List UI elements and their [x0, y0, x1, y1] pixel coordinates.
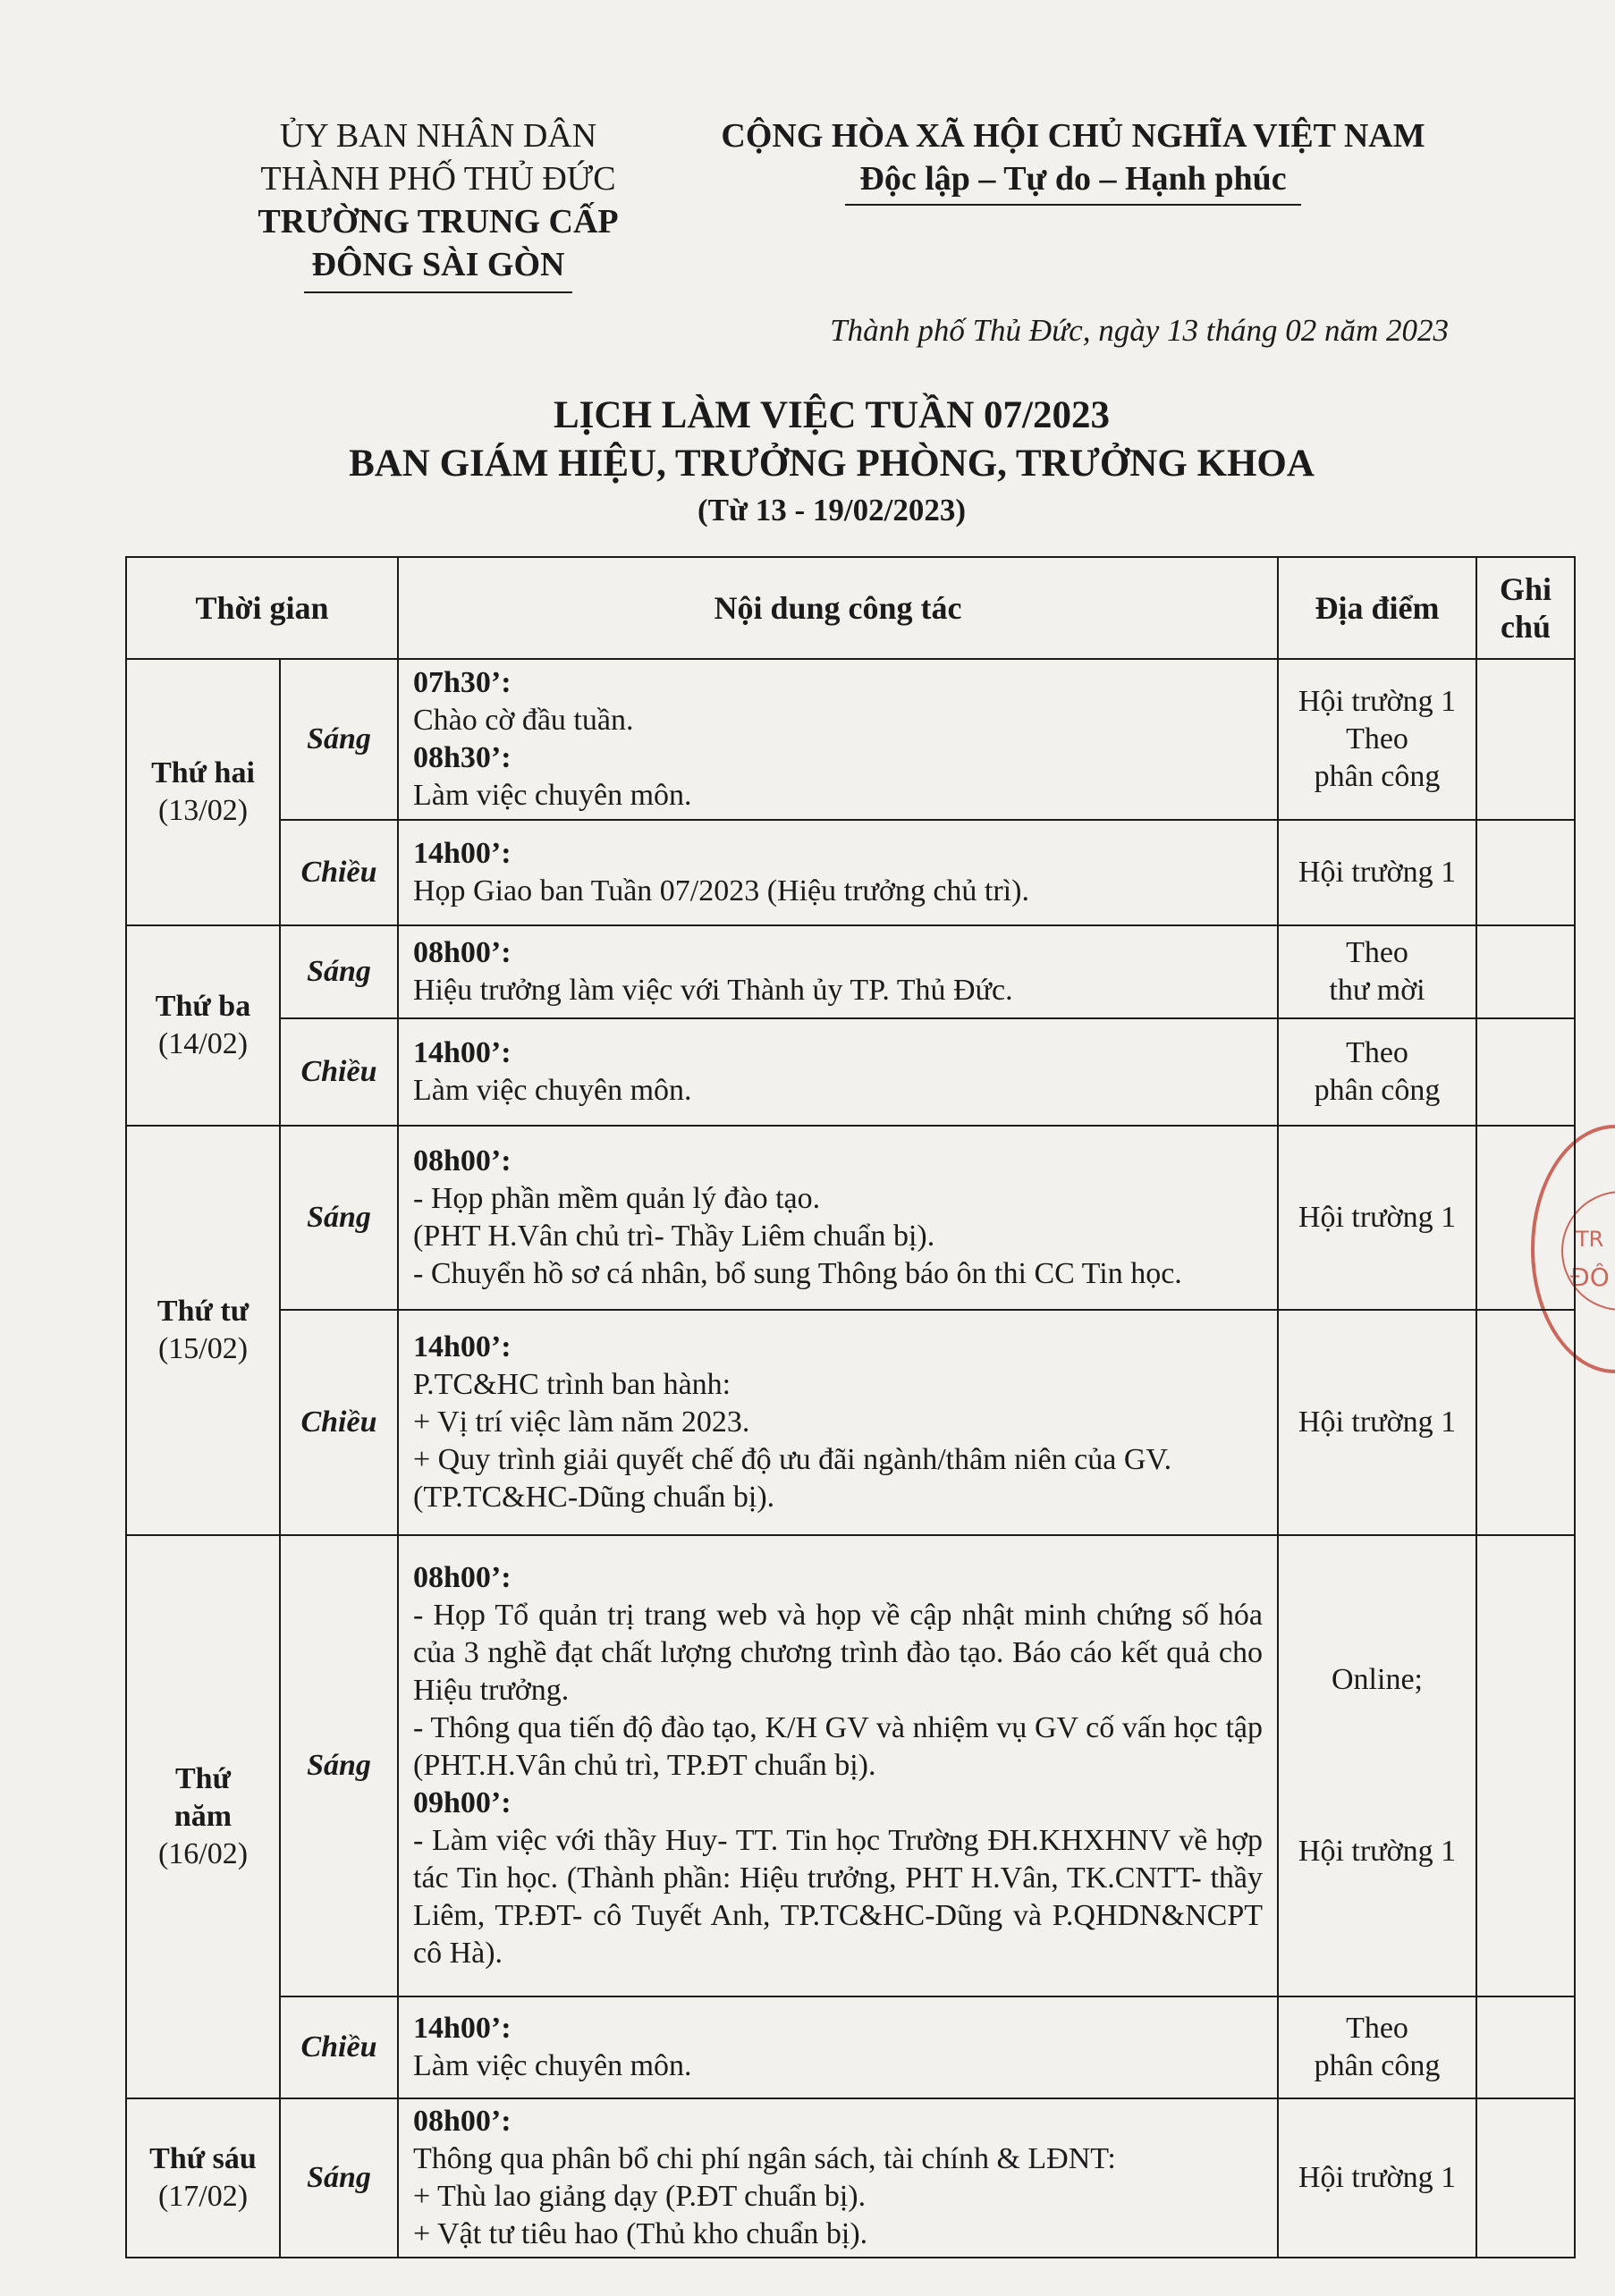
content-text: - Họp Tổ quản trị trang web và họp về cập nhật minh chứng số hóa của 3 nghề đạt chất lượng chương trình đào tạo. Báo cáo kết quả cho Hiệu trưởng. — [413, 1599, 1263, 1707]
location-text: Theo — [1346, 936, 1408, 969]
header-note-line-1: Ghi — [1499, 571, 1552, 607]
day-cell-wednesday — [126, 1126, 280, 1535]
location-text: phân công — [1314, 2049, 1441, 2082]
content-text: (PHT H.Vân chủ trì- Thầy Liêm chuẩn bị). — [413, 1220, 935, 1253]
agency-line-3: TRƯỜNG TRUNG CẤP — [258, 203, 619, 241]
day-date: (14/02) — [157, 1027, 249, 1060]
content-cell — [398, 2098, 1278, 2258]
content-text: Làm việc chuyên môn. — [413, 779, 692, 812]
location-text: Theo — [1346, 1036, 1408, 1069]
day-date: (16/02) — [157, 1837, 249, 1870]
location-cell — [1278, 1018, 1476, 1126]
session-afternoon: Chiều — [280, 820, 398, 925]
time-label: 08h00’: — [413, 1144, 512, 1178]
session-afternoon: Chiều — [280, 1018, 398, 1126]
day-cell-tuesday — [126, 925, 280, 1126]
location-cell — [1278, 820, 1476, 925]
location-text: Hội trường 1 — [1298, 856, 1457, 889]
note-cell — [1476, 1996, 1575, 2098]
content-text: + Quy trình giải quyết chế độ ưu đãi ngành/thâm niên của GV. — [413, 1443, 1172, 1476]
motto-line-2: Độc lập – Tự do – Hạnh phúc — [859, 160, 1287, 198]
session-afternoon: Chiều — [280, 1996, 398, 2098]
time-label: 14h00’: — [413, 1036, 512, 1069]
day-name: Thứ hai — [151, 756, 255, 789]
location-text: Hội trường 1 — [1298, 685, 1457, 718]
content-text: Làm việc chuyên môn. — [413, 2049, 692, 2082]
content-text: (TP.TC&HC-Dũng chuẩn bị). — [413, 1481, 775, 1514]
location-cell — [1278, 2098, 1476, 2258]
note-cell — [1476, 925, 1575, 1018]
note-cell — [1476, 1310, 1575, 1535]
title-line-1: LỊCH LÀM VIỆC TUẦN 07/2023 — [554, 394, 1110, 436]
day-date: (13/02) — [157, 794, 249, 827]
day-name: Thứ sáu — [149, 2142, 257, 2175]
content-text: Hiệu trưởng làm việc với Thành ủy TP. Thủ Đức. — [413, 974, 1013, 1007]
time-label: 09h00’: — [413, 1786, 512, 1819]
table-row — [126, 1018, 1575, 1126]
motto-line-1: CỘNG HÒA XÃ HỘI CHỦ NGHĨA VIỆT NAM — [721, 117, 1425, 155]
location-cell — [1278, 1126, 1476, 1310]
agency-line-4: ĐÔNG SÀI GÒN — [311, 246, 565, 283]
title-date-range: (Từ 13 - 19/02/2023) — [697, 493, 966, 528]
issuing-agency — [224, 114, 653, 293]
location-cell — [1278, 1996, 1476, 2098]
day-cell-thursday — [126, 1535, 280, 2098]
content-cell — [398, 1996, 1278, 2098]
location-text: Online; — [1332, 1663, 1423, 1696]
day-cell-monday — [126, 659, 280, 925]
content-text: P.TC&HC trình ban hành: — [413, 1368, 731, 1401]
day-name: Thứ — [175, 1762, 231, 1795]
agency-line-1: ỦY BAN NHÂN DÂN — [279, 117, 597, 155]
day-date: (17/02) — [157, 2180, 249, 2213]
content-text: - Họp phần mềm quản lý đào tạo. — [413, 1182, 821, 1215]
day-name: Thứ ba — [155, 990, 251, 1023]
time-label: 08h00’: — [413, 2105, 512, 2138]
day-name: Thứ tư — [156, 1295, 249, 1328]
content-cell — [398, 1126, 1278, 1310]
header-time: Thời gian — [126, 557, 398, 659]
national-motto — [680, 114, 1467, 206]
location-text: Hội trường 1 — [1298, 1405, 1457, 1439]
content-text: + Vị trí việc làm năm 2023. — [413, 1405, 750, 1439]
location-cell — [1278, 659, 1476, 820]
time-label: 08h00’: — [413, 1561, 512, 1594]
note-cell — [1476, 659, 1575, 820]
table-header-row — [126, 557, 1575, 659]
place-date: Thành phố Thủ Đức, ngày 13 tháng 02 năm 2023 — [830, 313, 1449, 348]
content-text: Làm việc chuyên môn. — [413, 1074, 692, 1107]
agency-underline — [304, 291, 572, 293]
header-location: Địa điểm — [1278, 557, 1476, 659]
location-text: Hội trường 1 — [1298, 2161, 1457, 2194]
agency-line-2: THÀNH PHỐ THỦ ĐỨC — [260, 160, 616, 198]
content-text: + Vật tư tiêu hao (Thủ kho chuẩn bị). — [413, 2217, 868, 2250]
table-row — [126, 1310, 1575, 1535]
document-title — [0, 392, 1615, 533]
day-cell-friday — [126, 2098, 280, 2258]
location-text: Theo — [1346, 2012, 1408, 2045]
content-text: - Chuyển hồ sơ cá nhân, bổ sung Thông báo ôn thi CC Tin học. — [413, 1257, 1182, 1290]
day-name: năm — [173, 1800, 233, 1833]
location-cell — [1278, 925, 1476, 1018]
session-afternoon: Chiều — [280, 1310, 398, 1535]
session-morning: Sáng — [280, 1126, 398, 1310]
table-row — [126, 925, 1575, 1018]
table-row — [126, 1535, 1575, 1996]
table-row — [126, 1126, 1575, 1310]
content-text: - Làm việc với thầy Huy- TT. Tin học Trường ĐH.KHXHNV về hợp tác Tin học. (Thành phần: Hiệu trưởng, PHT H.Vân, TK.CNTT- thầy Liêm, TP.ĐT- cô Tuyết Anh, TP.TC&HC-Dũng và P.QHDN&NCPT cô Hà). — [413, 1824, 1263, 1970]
header-content: Nội dung công tác — [398, 557, 1278, 659]
location-text: Hội trường 1 — [1298, 1201, 1457, 1234]
content-text: + Thù lao giảng dạy (P.ĐT chuẩn bị). — [413, 2180, 867, 2213]
note-cell — [1476, 1018, 1575, 1126]
seal-text-1: TR — [1576, 1227, 1604, 1252]
content-text: Chào cờ đầu tuần. — [413, 704, 634, 737]
content-cell — [398, 820, 1278, 925]
table-row — [126, 2098, 1575, 2258]
content-text: - Thông qua tiến độ đào tạo, K/H GV và nhiệm vụ GV cố vấn học tập (PHT.H.Vân chủ trì, TP.ĐT chuẩn bị). — [413, 1711, 1263, 1782]
session-morning: Sáng — [280, 1535, 398, 1996]
content-text: Họp Giao ban Tuần 07/2023 (Hiệu trưởng chủ trì). — [413, 874, 1029, 907]
content-cell — [398, 1018, 1278, 1126]
location-text: Theo — [1346, 722, 1408, 755]
content-cell — [398, 1310, 1278, 1535]
seal-text-2: ĐÔ — [1570, 1262, 1610, 1292]
note-cell — [1476, 1126, 1575, 1310]
content-cell — [398, 1535, 1278, 1996]
session-morning: Sáng — [280, 925, 398, 1018]
location-cell — [1278, 1535, 1476, 1996]
note-cell — [1476, 1535, 1575, 1996]
note-cell — [1476, 2098, 1575, 2258]
table-row — [126, 659, 1575, 820]
location-text: phân công — [1314, 1074, 1441, 1107]
location-text: thư mời — [1329, 974, 1425, 1007]
time-label: 07h30’: — [413, 666, 512, 699]
time-label: 14h00’: — [413, 837, 512, 870]
location-text: Hội trường 1 — [1298, 1835, 1457, 1868]
time-label: 14h00’: — [413, 1330, 512, 1363]
time-label: 08h30’: — [413, 741, 512, 774]
content-cell — [398, 925, 1278, 1018]
day-date: (15/02) — [157, 1332, 249, 1365]
session-morning: Sáng — [280, 2098, 398, 2258]
time-label: 08h00’: — [413, 936, 512, 969]
time-label: 14h00’: — [413, 2012, 512, 2045]
location-cell — [1278, 1310, 1476, 1535]
header-note — [1476, 557, 1575, 659]
content-text: Thông qua phân bổ chi phí ngân sách, tài chính & LĐNT: — [413, 2142, 1116, 2175]
content-cell — [398, 659, 1278, 820]
title-line-2: BAN GIÁM HIỆU, TRƯỞNG PHÒNG, TRƯỞNG KHOA — [349, 443, 1315, 485]
session-morning: Sáng — [280, 659, 398, 820]
location-text: phân công — [1314, 760, 1441, 793]
note-cell — [1476, 820, 1575, 925]
schedule-table — [125, 556, 1576, 2258]
table-row — [126, 1996, 1575, 2098]
header-note-line-2: chú — [1500, 609, 1552, 645]
motto-underline — [845, 204, 1301, 206]
table-row — [126, 820, 1575, 925]
